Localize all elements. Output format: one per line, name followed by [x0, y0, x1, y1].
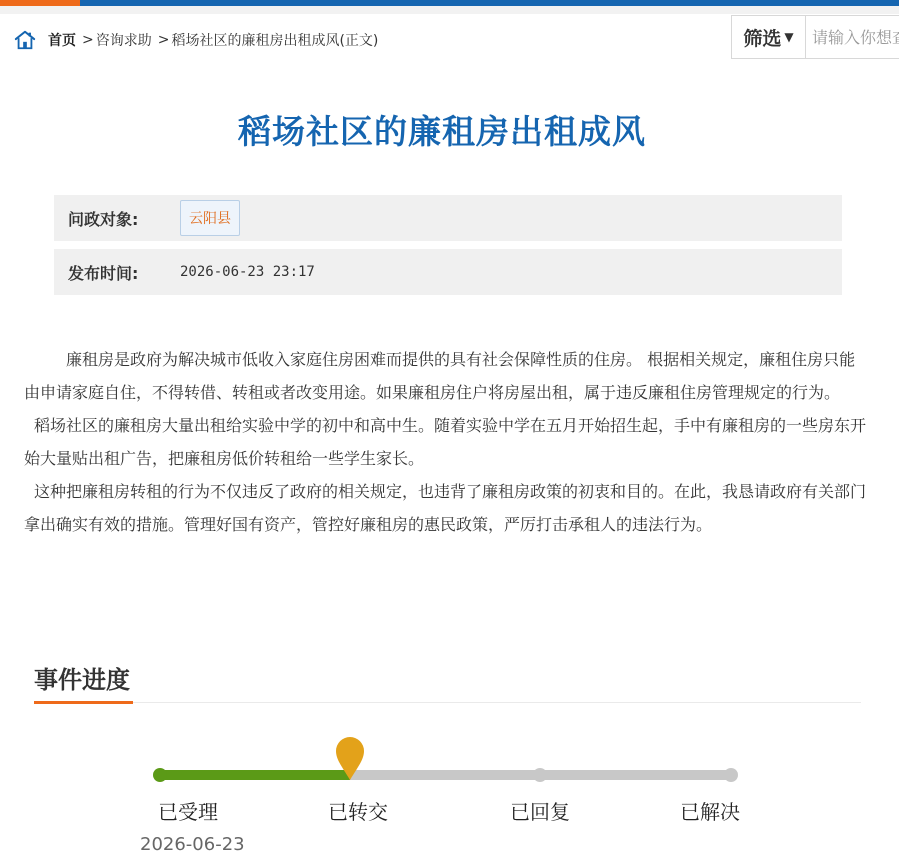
step-dot-accepted: [153, 768, 167, 782]
filter-dropdown-button[interactable]: [732, 16, 806, 58]
filter-search-box: [731, 15, 899, 59]
step-label-replied: 已回复: [510, 800, 570, 824]
info-row-target: [54, 195, 842, 241]
heading-divider: [133, 702, 861, 703]
breadcrumb-home-link[interactable]: 首页: [48, 33, 76, 49]
article-paragraph: 廉租房是政府为解决城市低收入家庭住房困难而提供的具有社会保障性质的住房。 根据相关规定，廉租住房只能由申请家庭自住，不得转借、转租或者改变用途。如果廉租房住户将房屋出租，属于违反廉租住房管理规定的行为。: [24, 350, 856, 402]
progress-track-fill: [160, 770, 350, 780]
step-dot-replied: [533, 768, 547, 782]
breadcrumb-current: 稻场社区的廉租房出租成风(正文): [171, 33, 379, 49]
breadcrumb-separator: >: [157, 32, 170, 48]
top-stripe: [0, 6, 899, 14]
location-pin-icon: [334, 735, 366, 781]
article-body: [24, 343, 866, 541]
article-paragraph: 稻场社区的廉租房大量出租给实验中学的初中和高中生。随着实验中学在五月开始招生起，手中有廉租房的一些房东开始大量贴出租广告，把廉租房低价转租给一些学生家长。: [24, 416, 867, 468]
target-label: 问政对象:: [68, 209, 139, 229]
search-input[interactable]: [806, 17, 899, 57]
info-row-time: [54, 249, 842, 295]
publish-time-value: 2026-06-23 23:17: [180, 264, 315, 280]
filter-label: 筛选: [743, 27, 782, 50]
article-title: 稻场社区的廉租房出租成风: [238, 112, 646, 151]
breadcrumb-separator: >: [82, 32, 94, 48]
publish-time-label: 发布时间:: [68, 263, 139, 283]
step-dot-resolved: [724, 768, 738, 782]
breadcrumb: [14, 28, 378, 52]
target-tag-link[interactable]: 云阳县: [180, 200, 240, 236]
progress-heading: 事件进度: [34, 666, 130, 694]
step-label-accepted: 已受理: [158, 800, 218, 824]
breadcrumb-section-link[interactable]: 咨询求助: [95, 33, 152, 49]
article-paragraph: 这种把廉租房转租的行为不仅违反了政府的相关规定，也违背了廉租房政策的初衷和目的。在此，我恳请政府有关部门拿出确实有效的措施。管理好国有资产，管控好廉租房的惠民政策，严厉打击承租人的违法行为。: [24, 482, 867, 534]
home-icon[interactable]: [14, 29, 36, 51]
step-label-resolved: 已解决: [680, 800, 740, 824]
step-label-transferred: 已转交: [328, 800, 388, 824]
caret-down-icon: ▼: [784, 30, 794, 44]
step-date-accepted: 2026-06-23: [140, 834, 245, 855]
heading-underline: [34, 701, 133, 704]
